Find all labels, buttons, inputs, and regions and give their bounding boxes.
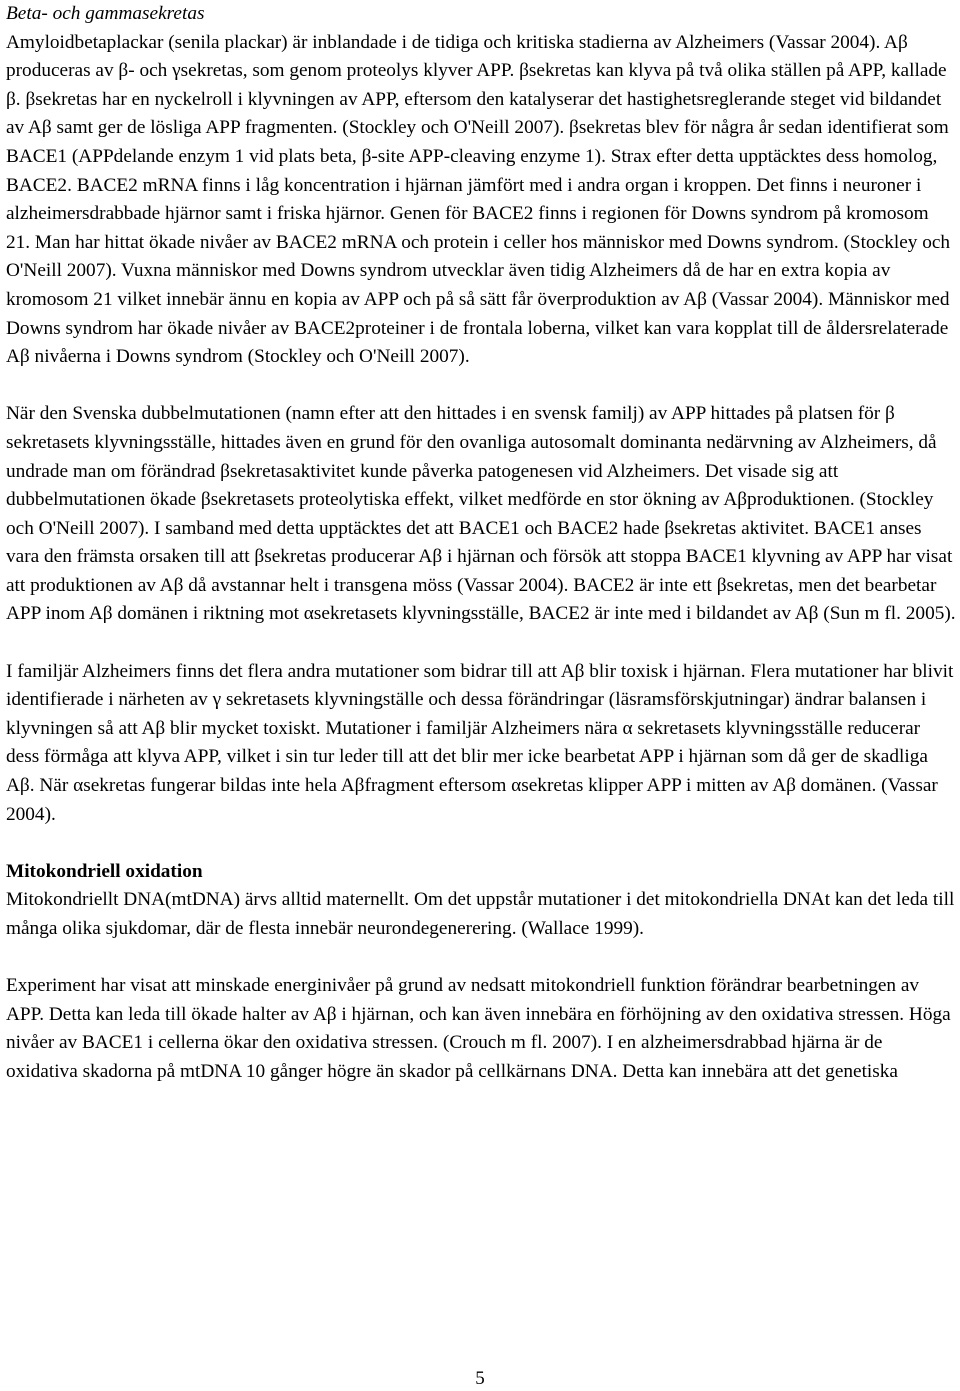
paragraph-mtdna: Mitokondriellt DNA(mtDNA) ärvs alltid maternellt. Om det uppstår mutationer i det mitokondriella DNAt kan det leda till många olika sjukdomar, där de flesta innebär neurondegenerering. (Wallace 1999). [6,889,955,939]
document-page [6,0,956,1087]
paragraph-experiment: Experiment har visat att minskade energinivåer på grund av nedsatt mitokondriell funktion förändrar bearbetningen av APP. Detta kan leda till ökade halter av Aβ i hjärnan, och kan även innebära en förhöjning av den oxidativa stressen. Höga nivåer av BACE1 i cellerna ökar den oxidativa stressen. (Crouch m fl. 2007). I en alzheimersdrabbad hjärna är de oxidativa skadorna på mtDNA 10 gånger högre än skador på cellkärnans DNA. Detta kan innebära att det genetiska [6,975,951,1082]
paragraph-spacer [6,829,956,858]
page-number: 5 [475,1368,485,1389]
section-heading-beta-gamma: Beta- och gammasekretas [6,3,205,24]
paragraph-familial-alzheimers: I familjär Alzheimers finns det flera andra mutationer som bidrar till att Aβ blir toxisk i hjärnan. Flera mutationer har blivit identifierade i närheten av γ sekretasets klyvningställe och dessa förändringar (läsramsförskjutningar) ändrar balansen i klyvningen så att Aβ blir mycket toxiskt. Mutationer i familjär Alzheimers nära α sekretasets klyvningsställe reducerar dess förmåga att klyva APP, vilket i sin tur leder till att det blir mer icke bearbetat APP i hjärnan som då ger de skadliga Aβ. När αsekretas fungerar bildas inte hela Aβfragment eftersom αsekretas klipper APP i mitten av Aβ domänen. (Vassar 2004). [6,660,954,825]
paragraph-spacer [6,944,956,973]
paragraph-swedish-mutation: När den Svenska dubbelmutationen (namn efter att den hittades i en svensk familj) av APP hittades på platsen för β sekretasets klyvningsställe, hittades även en grund för den ovanliga autosomalt dominanta nedärvning av Alzheimers, då undrade man om förändrad βsekretasaktivitet kunde påverka patogenesen vid Alzheimers. Det visade sig att dubbelmutationen ökade βsekretasets proteolytiska effekt, vilket medförde en stor ökning av Aβproduktionen. (Stockley och O'Neill 2007). I samband med detta upptäcktes det att BACE1 och BACE2 hade βsekretas aktivitet. BACE1 anses vara den främsta orsaken till att βsekretas producerar Aβ i hjärnan och försök att stoppa BACE1 klyvning av APP har visat att produktionen av Aβ då avstannar helt i transgena möss (Vassar 2004). BACE2 är inte ett βsekretas, men det bearbetar APP inom Aβ domänen i riktning mot αsekretasets klyvningsställe, BACE2 är inte med i bildandet av Aβ (Sun m fl. 2005). [6,403,956,625]
paragraph-spacer [6,629,956,658]
paragraph-amyloid: Amyloidbetaplackar (senila plackar) är inblandade i de tidiga och kritiska stadierna av Alzheimers (Vassar 2004). Aβ produceras av β- och γsekretas, som genom proteolys klyver APP. βsekretas kan klyva på två olika ställen på APP, kallade β. βsekretas har en nyckelroll i klyvningen av APP, eftersom den katalyserar det hastighetsreglerande steget vid bildandet av Aβ samt ger de lösliga APP fragmenten. (Stockley och O'Neill 2007). βsekretas blev för några år sedan identifierat som BACE1 (APPdelande enzym 1 vid plats beta, β-site APP-cleaving enzyme 1). Strax efter detta upptäcktes dess homolog, BACE2. BACE2 mRNA finns i låg koncentration i hjärnan jämfört med i andra organ i kroppen. Det finns i neuroner i alzheimersdrabbade hjärnor samt i friska hjärnor. Genen för BACE2 finns i regionen för Downs syndrom på kromosom 21. Man har hittat ökade nivåer av BACE2 mRNA och protein i celler hos människor med Downs syndrom. (Stockley och O'Neill 2007). Vuxna människor med Downs syndrom utvecklar även tidig Alzheimers då de har en extra kopia av kromosom 21 vilket innebär ännu en kopia av APP och på så sätt får överproduktion av Aβ (Vassar 2004). Människor med Downs syndrom har ökade nivåer av BACE2proteiner i de frontala loberna, vilket kan vara kopplat till de åldersrelaterade Aβ nivåerna i Downs syndrom (Stockley och O'Neill 2007). [6,31,951,368]
section-heading-mitochondrial: Mitokondriell oxidation [6,860,203,882]
paragraph-spacer [6,372,956,401]
